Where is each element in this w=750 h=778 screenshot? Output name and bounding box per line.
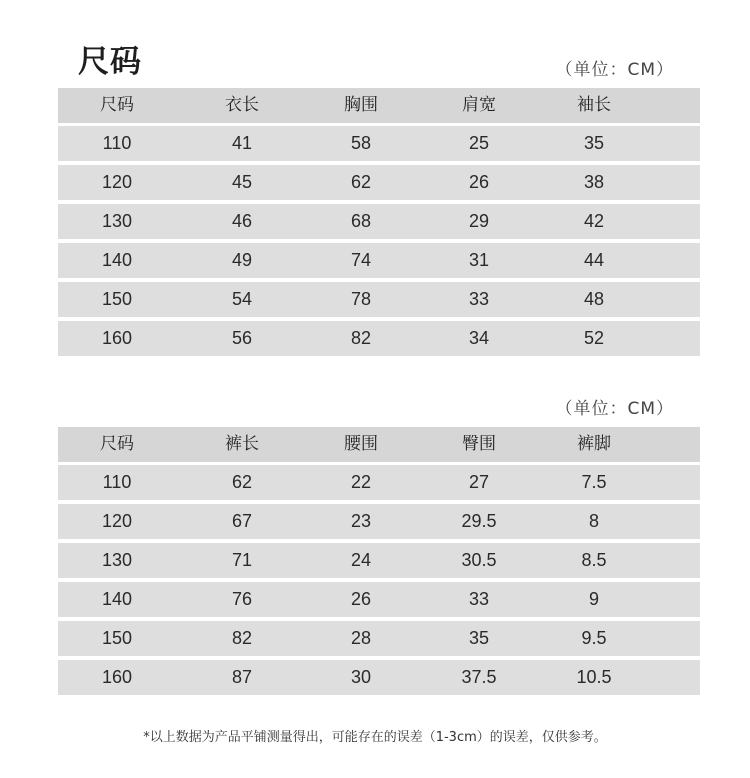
tops-size-table: [58, 88, 700, 360]
table-cell: 26: [468, 172, 490, 192]
table-cell: 76: [231, 589, 253, 609]
table-cell: 45: [231, 172, 253, 192]
table-cell: 67: [231, 511, 253, 531]
header-cell: 袖长: [577, 95, 611, 115]
table-cell: 35: [583, 133, 605, 153]
table-row: [58, 582, 700, 617]
table-cell: 33: [468, 289, 490, 309]
table-cell: 38: [583, 172, 605, 192]
unit-label-pants: （单位：CM）: [555, 399, 674, 419]
table-cell: 110: [102, 133, 132, 153]
table-cell: 52: [583, 328, 605, 348]
unit-label-tops: （单位：CM）: [555, 60, 674, 80]
table-cell: 8.5: [581, 550, 607, 570]
table-cell: 58: [350, 133, 372, 153]
table-cell: 29: [468, 211, 490, 231]
table-row: [58, 465, 700, 500]
pants-size-table: [58, 427, 700, 699]
table-cell: 160: [101, 667, 133, 687]
table-header-row: [58, 88, 700, 123]
table-cell: 49: [231, 250, 253, 270]
page-title: 尺码: [78, 44, 142, 80]
table-cell: 30: [350, 667, 372, 687]
table-cell: 42: [583, 211, 605, 231]
table-cell: 29.5: [461, 511, 497, 531]
table-cell: 25: [468, 133, 490, 153]
table-cell: 34: [468, 328, 490, 348]
header-cell: 臀围: [462, 434, 496, 454]
table-row: [58, 204, 700, 239]
table-cell: 78: [350, 289, 372, 309]
header-cell: 尺码: [100, 434, 134, 454]
table-row: [58, 243, 700, 278]
table-cell: 22: [350, 472, 372, 492]
measurement-footnote: *以上数据为产品平铺测量得出，可能存在的误差（1-3cm）的误差，仅供参考。: [143, 730, 607, 745]
table-cell: 130: [101, 550, 133, 570]
header-cell: 腰围: [344, 434, 378, 454]
table-cell: 7.5: [581, 472, 607, 492]
table-cell: 9: [588, 589, 599, 609]
table-cell: 62: [231, 472, 253, 492]
table-row: [58, 126, 700, 161]
table-cell: 82: [231, 628, 253, 648]
table-row: [58, 282, 700, 317]
table-cell: 140: [101, 589, 133, 609]
table-cell: 24: [350, 550, 372, 570]
table-cell: 31: [468, 250, 490, 270]
header-cell: 裤长: [225, 434, 259, 454]
table-cell: 41: [231, 133, 253, 153]
table-cell: 71: [231, 550, 253, 570]
table-cell: 140: [101, 250, 133, 270]
table-cell: 130: [101, 211, 133, 231]
table-cell: 120: [101, 172, 133, 192]
table-cell: 35: [468, 628, 490, 648]
table-cell: 30.5: [461, 550, 497, 570]
table-cell: 160: [101, 328, 133, 348]
table-cell: 23: [350, 511, 372, 531]
table-cell: 37.5: [461, 667, 497, 687]
table-row: [58, 165, 700, 200]
table-row: [58, 660, 700, 695]
table-cell: 74: [350, 250, 372, 270]
table-row: [58, 321, 700, 356]
table-cell: 120: [101, 511, 133, 531]
table-cell: 54: [231, 289, 253, 309]
table-cell: 87: [231, 667, 253, 687]
table-cell: 68: [350, 211, 372, 231]
table-cell: 28: [350, 628, 372, 648]
table-cell: 33: [468, 589, 490, 609]
table-cell: 48: [583, 289, 605, 309]
table-cell: 44: [583, 250, 605, 270]
table-cell: 26: [350, 589, 372, 609]
table-row: [58, 543, 700, 578]
table-header-row: [58, 427, 700, 462]
header-cell: 裤脚: [577, 434, 611, 454]
table-cell: 110: [102, 472, 132, 492]
table-cell: 150: [101, 289, 133, 309]
table-cell: 82: [350, 328, 372, 348]
table-cell: 56: [231, 328, 253, 348]
table-cell: 9.5: [581, 628, 607, 648]
header-cell: 尺码: [100, 95, 134, 115]
table-row: [58, 504, 700, 539]
table-cell: 27: [468, 472, 490, 492]
table-cell: 10.5: [576, 667, 612, 687]
table-cell: 62: [350, 172, 372, 192]
table-row: [58, 621, 700, 656]
header-cell: 衣长: [225, 95, 259, 115]
header-cell: 胸围: [344, 95, 378, 115]
table-cell: 8: [588, 511, 599, 531]
table-cell: 150: [101, 628, 133, 648]
table-cell: 46: [231, 211, 253, 231]
header-cell: 肩宽: [462, 95, 496, 115]
